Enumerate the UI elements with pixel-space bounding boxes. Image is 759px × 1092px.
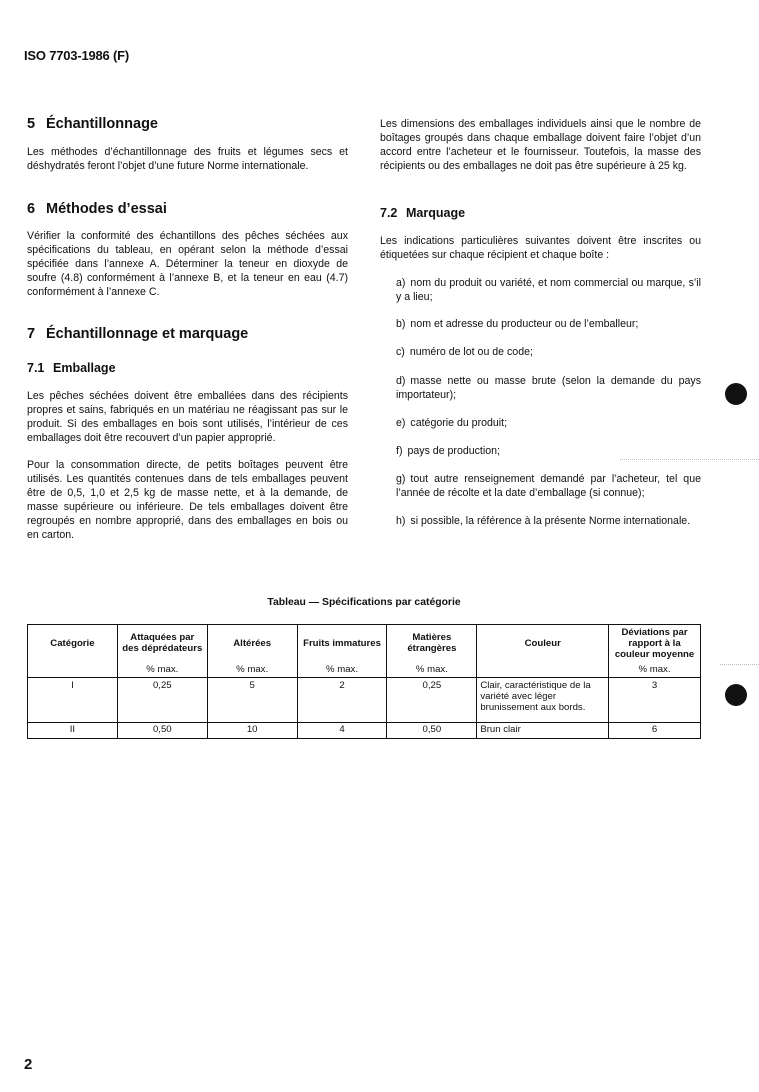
unit-cell: % max. <box>297 661 387 678</box>
list-text: nom et adresse du producteur ou de l’emballeur; <box>410 318 639 330</box>
margin-dot-mark <box>725 383 747 405</box>
marking-list-item-a <box>396 277 701 305</box>
list-text: catégorie du produit; <box>410 417 508 429</box>
table-cell: 10 <box>207 723 297 739</box>
table-cell: II <box>28 723 118 739</box>
section-7-1-para-3: Les dimensions des emballages individuels ainsi que le nombre de boîtages groupés dans chaque emballage doivent faire l’objet d’un accord entre l’acheteur et le fournisseur. Toutefois, la masse des récipients ou des emballages ne doit pas être supérieure à 25 kg. <box>380 118 701 172</box>
list-text: tout autre renseignement demandé par l’acheteur, tel que l’année de récolte et la date d’emballage (si connue); <box>396 473 701 499</box>
page-number: 2 <box>24 1056 33 1073</box>
specifications-table <box>27 624 701 739</box>
list-label: f) <box>396 445 403 457</box>
table-cell: Clair, caractéristique de la variété avec léger brunissement aux bords. <box>477 678 609 723</box>
section-number: 5 <box>27 116 36 132</box>
section-7-1-para-1: Les pêches séchées doivent être emballées dans des récipients propres et sains, fabriqués en un matériau ne réagissant pas sur le produit. Si des emballages en bois sont utilisés, l’intérieur de ces emballages doit être recouvert d’un papier approprié. <box>27 390 348 444</box>
section-5-heading <box>27 116 348 132</box>
table-caption: Tableau — Spécifications par catégorie <box>267 597 461 608</box>
table-cell: 2 <box>297 678 387 723</box>
marking-list-item-b <box>396 318 701 332</box>
table-cell: I <box>28 678 118 723</box>
section-7-1-heading <box>27 361 348 375</box>
unit-cell: % max. <box>117 661 207 678</box>
scan-dotted-line <box>720 664 759 665</box>
section-number: 7 <box>27 326 36 342</box>
table-cell: 3 <box>609 678 701 723</box>
table-unit-row <box>28 661 701 678</box>
list-label: b) <box>396 318 406 330</box>
section-number: 7.2 <box>380 206 398 220</box>
column-header: Déviations par rapport à la couleur moyenne <box>609 625 701 662</box>
section-6-heading <box>27 201 348 217</box>
list-label: c) <box>396 346 405 358</box>
table-row <box>28 723 701 739</box>
table-cell: 0,50 <box>117 723 207 739</box>
unit-cell <box>28 661 118 678</box>
table-cell: Brun clair <box>477 723 609 739</box>
unit-cell <box>477 661 609 678</box>
section-6-text: Vérifier la conformité des échantillons des pêches séchées aux spécifications du tableau, en opérant selon la méthode d’essai spécifiée dans l’annexe A. Déterminer la teneur en dioxyde de soufre (4.8) conformément à l’annexe B, et la teneur en eau (4.7) conformément à l’annexe C. <box>27 230 348 298</box>
column-header: Altérées <box>207 625 297 662</box>
list-label: h) <box>396 515 406 527</box>
marking-list-item-f <box>396 445 701 459</box>
section-number: 6 <box>27 201 36 217</box>
column-header: Catégorie <box>28 625 118 662</box>
list-text: pays de production; <box>407 445 500 457</box>
section-7-2-heading <box>380 206 701 220</box>
marking-list-item-c <box>396 346 701 360</box>
margin-dot-mark <box>725 684 747 706</box>
unit-cell: % max. <box>609 661 701 678</box>
list-text: si possible, la référence à la présente Norme internationale. <box>410 515 691 527</box>
table-cell: 6 <box>609 723 701 739</box>
table-header-row <box>28 625 701 662</box>
table-cell: 4 <box>297 723 387 739</box>
section-title: Échantillonnage <box>46 116 158 132</box>
marking-list-item-d <box>396 375 701 403</box>
table-cell: 0,25 <box>117 678 207 723</box>
list-label: d) <box>396 375 406 387</box>
scan-dotted-line <box>620 459 759 460</box>
section-title: Emballage <box>53 361 116 375</box>
marking-list-item-e <box>396 417 701 431</box>
section-title: Échantillonnage et marquage <box>46 326 249 342</box>
unit-cell: % max. <box>207 661 297 678</box>
table-cell: 0,25 <box>387 678 477 723</box>
column-header: Couleur <box>477 625 609 662</box>
list-text: nom du produit ou variété, et nom commercial ou marque, s’il y a lieu; <box>396 277 701 303</box>
table-cell: 5 <box>207 678 297 723</box>
marking-list-item-g <box>396 473 701 501</box>
table-cell: 0,50 <box>387 723 477 739</box>
marking-list-item-h <box>396 515 701 529</box>
document-header: ISO 7703-1986 (F) <box>24 48 129 63</box>
section-title: Marquage <box>406 206 466 220</box>
section-5-text: Les méthodes d’échantillonnage des fruits et légumes secs et déshydratés feront l’objet d’une future Norme internationale. <box>27 146 348 172</box>
column-header: Attaquées par des déprédateurs <box>117 625 207 662</box>
unit-cell: % max. <box>387 661 477 678</box>
section-number: 7.1 <box>27 361 45 375</box>
column-header: Matières étrangères <box>387 625 477 662</box>
section-7-1-para-2: Pour la consommation directe, de petits boîtages peuvent être utilisés. Les quantités contenues dans de tels emballages peuvent être de 0,5, 1,0 et 2,5 kg de masse nette, et à la demande, de masse supérieure ou inférieure. De tels emballages doivent être regroupés en nombre approprié, dans des emballages en bois ou en carton. <box>27 459 348 541</box>
list-label: e) <box>396 417 406 429</box>
table-row <box>28 678 701 723</box>
list-text: masse nette ou masse brute (selon la demande du pays importateur); <box>396 375 701 401</box>
column-header: Fruits immatures <box>297 625 387 662</box>
section-title: Méthodes d’essai <box>46 201 167 217</box>
section-7-2-intro: Les indications particulières suivantes doivent être inscrites ou étiquetées sur chaque récipient et chaque boîte : <box>380 235 701 261</box>
section-7-heading <box>27 326 348 342</box>
list-label: g) <box>396 473 406 485</box>
list-label: a) <box>396 277 406 289</box>
list-text: numéro de lot ou de code; <box>409 346 533 358</box>
